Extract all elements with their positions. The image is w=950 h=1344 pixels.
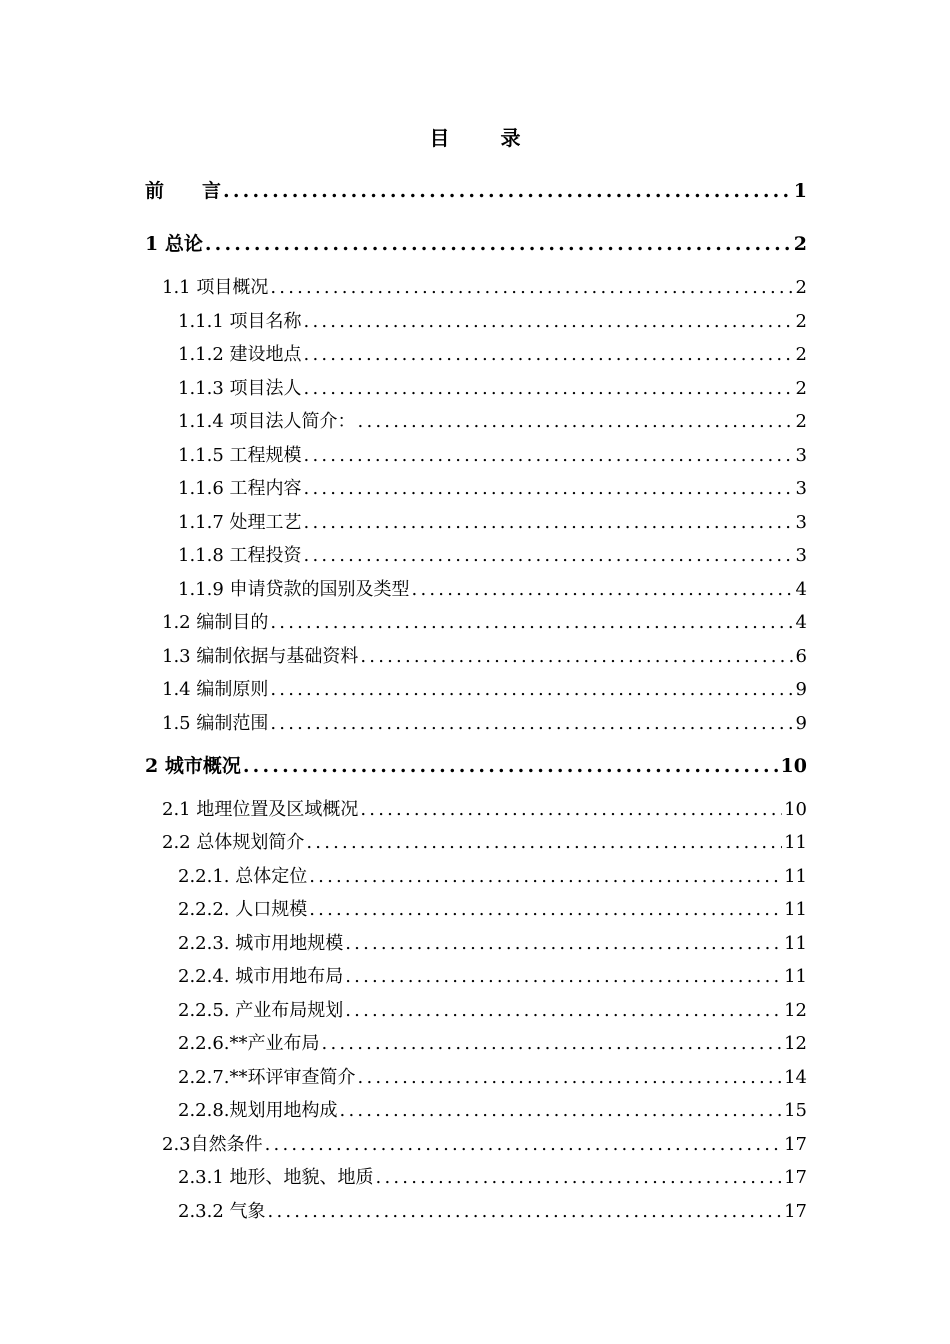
toc-leader-dots <box>358 1067 783 1088</box>
toc-entry[interactable] <box>178 962 807 988</box>
toc-entry[interactable] <box>162 608 807 634</box>
toc-entry-page: 12 <box>784 1033 807 1054</box>
toc-entry[interactable] <box>178 575 807 601</box>
toc-entry-page: 1 <box>793 180 807 202</box>
toc-leader-dots <box>412 579 794 600</box>
toc-entry-page: 2 <box>793 233 807 255</box>
toc-leader-dots <box>376 1167 783 1188</box>
toc-entry[interactable] <box>162 642 807 668</box>
toc-entry-page: 11 <box>784 933 807 954</box>
toc-entry-page: 2 <box>795 344 807 365</box>
toc-leader-dots <box>205 233 792 255</box>
toc-entry-label: 1.4 编制原则 <box>162 679 269 700</box>
toc-entry-label: 2.2 总体规划简介 <box>162 832 305 853</box>
toc-entry-page: 9 <box>795 679 807 700</box>
toc-entry-page: 11 <box>784 899 807 920</box>
toc-entry-label: 1.1.1 项目名称 <box>178 311 302 332</box>
toc-entry-page: 17 <box>784 1167 807 1188</box>
toc-entry[interactable] <box>178 508 807 534</box>
toc-entry-label: 1.1.6 工程内容 <box>178 478 302 499</box>
toc-entry[interactable] <box>178 1163 807 1189</box>
toc-leader-dots <box>270 277 793 298</box>
toc-entry-label: 1 总论 <box>145 233 203 255</box>
toc-entry[interactable] <box>178 374 807 400</box>
toc-leader-dots <box>270 612 793 633</box>
toc-entry-label: 2.2.8.规划用地构成 <box>178 1100 338 1121</box>
toc-entry-page: 2 <box>795 411 807 432</box>
toc-entry-label: 1.5 编制范围 <box>162 713 269 734</box>
toc-entry-label: 1.1.3 项目法人 <box>178 378 302 399</box>
toc-entry-label: 1.3 编制依据与基础资料 <box>162 646 359 667</box>
toc-entry-page: 14 <box>784 1067 807 1088</box>
toc-entry-label: 2.2.7.**环评审查简介 <box>178 1067 356 1088</box>
toc-entry-label: 2.2.3. 城市用地规模 <box>178 933 344 954</box>
toc-entry-page: 4 <box>795 612 807 633</box>
toc-entry-page: 9 <box>795 713 807 734</box>
toc-leader-dots <box>309 899 782 920</box>
toc-leader-dots <box>223 180 792 202</box>
toc-entry-page: 6 <box>795 646 807 667</box>
toc-entry-label: 1.1.2 建设地点 <box>178 344 302 365</box>
toc-entry-label: 2.3.1 地形、地貌、地质 <box>178 1167 374 1188</box>
toc-leader-dots <box>358 411 794 432</box>
toc-leader-dots <box>306 832 782 853</box>
toc-entry-page: 17 <box>784 1134 807 1155</box>
toc-entry[interactable] <box>145 229 807 256</box>
toc-entry-label: 1.1.5 工程规模 <box>178 445 302 466</box>
toc-entry[interactable] <box>178 1063 807 1089</box>
toc-entry-page: 12 <box>784 1000 807 1021</box>
toc-leader-dots <box>304 344 794 365</box>
toc-leader-dots <box>360 646 793 667</box>
toc-entry[interactable] <box>178 541 807 567</box>
toc-entry-page: 10 <box>784 799 807 820</box>
toc-entry-page: 4 <box>795 579 807 600</box>
toc-entry-page: 15 <box>784 1100 807 1121</box>
toc-leader-dots <box>265 1134 782 1155</box>
toc-entry-label: 2 城市概况 <box>145 755 241 777</box>
toc-entry[interactable] <box>162 1130 807 1156</box>
toc-entry-label: 1.1 项目概况 <box>162 277 269 298</box>
toc-entry[interactable] <box>178 929 807 955</box>
toc-entry-page: 3 <box>795 478 807 499</box>
toc-leader-dots <box>304 545 794 566</box>
toc-entry[interactable] <box>178 441 807 467</box>
toc-leader-dots <box>322 1033 783 1054</box>
toc-entry-label: 2.3自然条件 <box>162 1134 263 1155</box>
toc-entry[interactable] <box>178 1029 807 1055</box>
toc-entry-page: 2 <box>795 311 807 332</box>
toc-entry-page: 10 <box>780 755 807 777</box>
toc-leader-dots <box>345 1000 782 1021</box>
toc-entry[interactable] <box>145 176 807 203</box>
toc-leader-dots <box>304 378 794 399</box>
toc-entry[interactable] <box>162 273 807 299</box>
toc-entry[interactable] <box>162 675 807 701</box>
toc-leader-dots <box>304 512 794 533</box>
toc-leader-dots <box>340 1100 783 1121</box>
toc-leader-dots <box>268 1201 783 1222</box>
toc-entry[interactable] <box>178 307 807 333</box>
toc-entry-label: 1.1.9 申请贷款的国别及类型 <box>178 579 410 600</box>
toc-entry-label: 1.1.8 工程投资 <box>178 545 302 566</box>
toc-entry-label: 2.3.2 气象 <box>178 1201 266 1222</box>
toc-entry-label: 2.1 地理位置及区域概况 <box>162 799 359 820</box>
toc-title: 目 录 <box>429 126 543 150</box>
toc-entry-page: 11 <box>784 866 807 887</box>
toc-entry[interactable] <box>178 862 807 888</box>
toc-leader-dots <box>270 713 793 734</box>
toc-entry[interactable] <box>145 751 807 778</box>
toc-entry-label: 2.2.4. 城市用地布局 <box>178 966 344 987</box>
toc-entry-page: 2 <box>795 277 807 298</box>
toc-entry-label: 2.2.1. 总体定位 <box>178 866 308 887</box>
toc-entry-page: 11 <box>784 832 807 853</box>
toc-leader-dots <box>360 799 782 820</box>
toc-entry[interactable] <box>178 1096 807 1122</box>
toc-leader-dots <box>345 966 782 987</box>
toc-entry-label: 2.2.2. 人口规模 <box>178 899 308 920</box>
toc-leader-dots <box>309 866 782 887</box>
toc-entry-label: 1.1.4 项目法人简介： <box>178 411 356 432</box>
toc-entry-page: 3 <box>795 445 807 466</box>
toc-leader-dots <box>270 679 793 700</box>
toc-entry[interactable] <box>178 474 807 500</box>
toc-leader-dots <box>304 445 794 466</box>
toc-entry[interactable] <box>178 996 807 1022</box>
toc-entry-label: 1.1.7 处理工艺 <box>178 512 302 533</box>
toc-entry-page: 17 <box>784 1201 807 1222</box>
toc-entry[interactable] <box>162 709 807 735</box>
toc-leader-dots <box>304 478 794 499</box>
toc-leader-dots <box>345 933 782 954</box>
toc-entry-label: 前 言 <box>145 180 222 202</box>
toc-entry-page: 3 <box>795 545 807 566</box>
toc-entry-label: 2.2.6.**产业布局 <box>178 1033 320 1054</box>
toc-entry[interactable] <box>178 340 807 366</box>
toc-entry-page: 11 <box>784 966 807 987</box>
toc-entry-page: 2 <box>795 378 807 399</box>
toc-entry[interactable] <box>178 1197 807 1223</box>
toc-entry-label: 2.2.5. 产业布局规划 <box>178 1000 344 1021</box>
toc-entry[interactable] <box>162 795 807 821</box>
toc-leader-dots <box>243 755 779 777</box>
toc-entry[interactable] <box>178 895 807 921</box>
toc-entry[interactable] <box>162 828 807 854</box>
toc-entry-label: 1.2 编制目的 <box>162 612 269 633</box>
toc-entry[interactable] <box>178 407 807 433</box>
toc-entry-page: 3 <box>795 512 807 533</box>
toc-leader-dots <box>304 311 794 332</box>
